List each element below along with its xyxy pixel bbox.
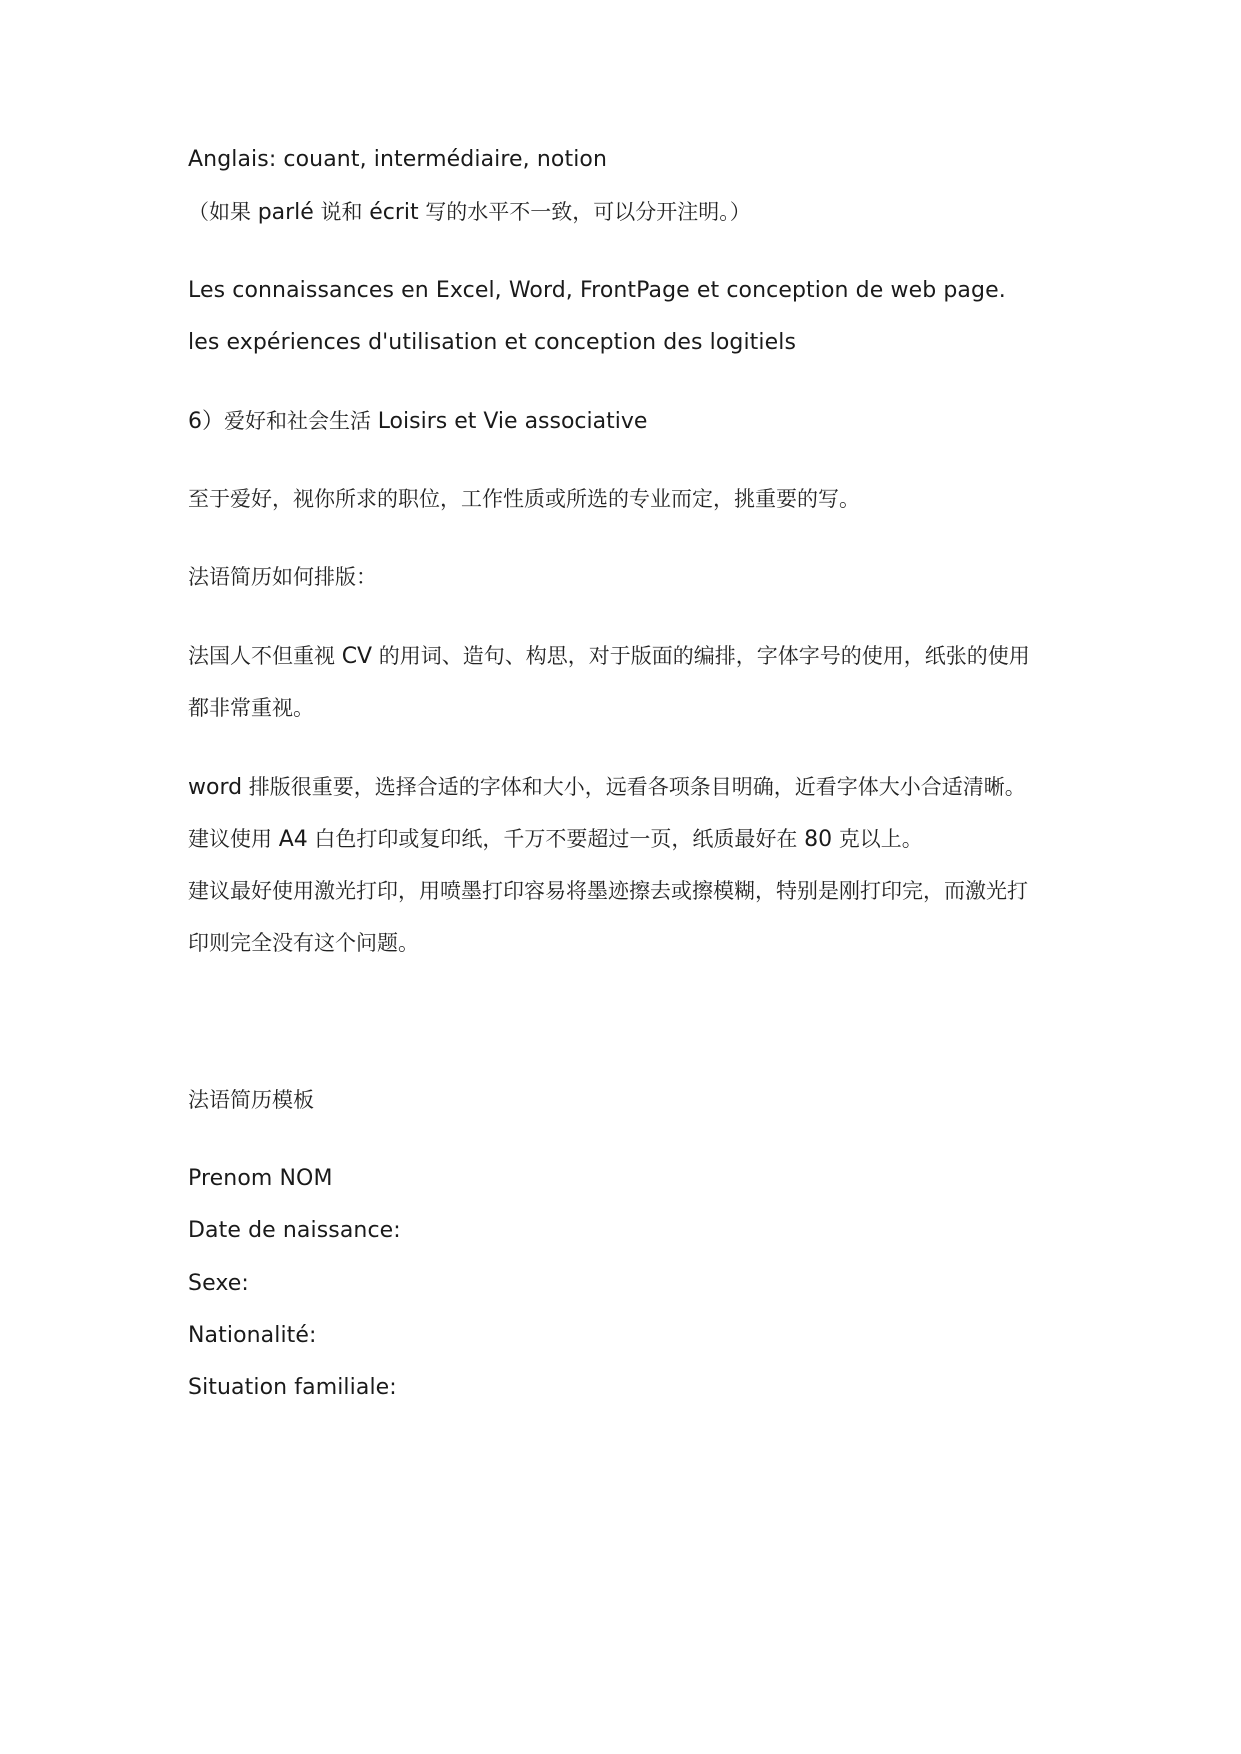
- field-nationalite: Nationalité:: [188, 1323, 317, 1348]
- hobby-advice-line: 至于爱好，视你所求的职位，工作性质或所选的专业而定，挑重要的写。: [188, 487, 860, 511]
- paper-mid: 白色打印或复印纸，千万不要超过一页，纸质最好在: [307, 827, 805, 851]
- english-level-line: Anglais: couant, intermédiaire, notion: [188, 147, 608, 172]
- note-suffix: 写的水平不一致，可以分开注明。）: [418, 200, 751, 224]
- section-heading-cn: 爱好和社会生活: [224, 409, 378, 433]
- laser-print-line-2: 印则完全没有这个问题。: [188, 931, 419, 955]
- level-note-line: [188, 197, 751, 228]
- section-number: 6）: [188, 409, 224, 434]
- note-ecrit: écrit: [369, 200, 419, 225]
- cv-importance-line-1: [188, 641, 1030, 672]
- paper-prefix: 建议使用: [188, 827, 279, 851]
- field-situation-familiale: Situation familiale:: [188, 1375, 397, 1400]
- template-heading: 法语简历模板: [188, 1088, 314, 1112]
- word-label: word: [188, 775, 243, 800]
- section-heading-loisirs: [188, 406, 647, 437]
- cv-prefix: 法国人不但重视: [188, 644, 342, 668]
- paper-weight: 80: [804, 827, 833, 852]
- note-prefix: （如果: [188, 200, 258, 224]
- laser-print-line-1: 建议最好使用激光打印，用喷墨打印容易将墨迹擦去或擦模糊，特别是刚打印完，而激光打: [188, 879, 1028, 903]
- cv-importance-line-2: 都非常重视。: [188, 696, 314, 720]
- computer-skills-line: Les connaissances en Excel, Word, FrontPage et conception de web page.: [188, 278, 1006, 303]
- cv-word: CV: [341, 644, 373, 669]
- cv-suffix: 的用词、造句、构思，对于版面的编排，字体字号的使用，纸张的使用: [372, 644, 1030, 668]
- layout-heading: 法语简历如何排版：: [188, 565, 377, 589]
- field-date-naissance: Date de naissance:: [188, 1218, 401, 1243]
- software-experience-line: les expériences d'utilisation et conception des logitiels: [188, 330, 797, 355]
- note-parle: parlé: [257, 200, 314, 225]
- field-prenom-nom: Prenom NOM: [188, 1166, 333, 1191]
- word-text: 排版很重要，选择合适的字体和大小，远看各项条目明确，近看字体大小合适清晰。: [242, 775, 1026, 799]
- section-heading-fr: Loisirs et Vie associative: [377, 409, 648, 434]
- paper-advice-line: [188, 824, 923, 855]
- paper-a4: A4: [278, 827, 308, 852]
- field-sexe: Sexe:: [188, 1271, 249, 1296]
- word-layout-line: [188, 772, 1026, 803]
- note-mid: 说和: [313, 200, 370, 224]
- paper-suffix: 克以上。: [832, 827, 923, 851]
